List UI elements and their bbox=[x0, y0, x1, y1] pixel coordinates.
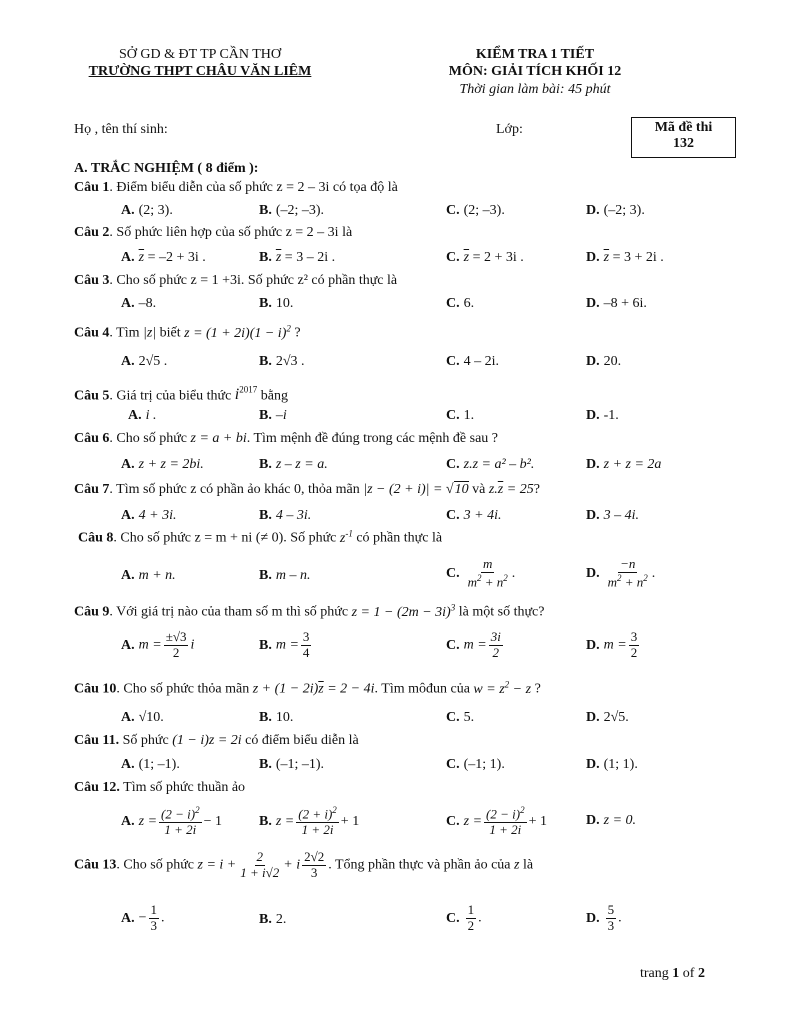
page-footer: trang 1 of 2 bbox=[640, 966, 705, 981]
option-b[interactable]: B. 2√3 . bbox=[259, 354, 305, 369]
option-c[interactable]: C. 5. bbox=[446, 710, 475, 725]
option-c[interactable]: C. $\overline{z} = 2 + 3i$ . bbox=[446, 250, 524, 265]
option-a[interactable]: A. m = $\frac{\pm√3}{2}$ i bbox=[121, 629, 195, 660]
option-a[interactable]: A. –8. bbox=[121, 296, 157, 311]
option-b[interactable]: B. 10. bbox=[259, 710, 294, 725]
option-a[interactable]: A. $\overline{z} = -2 + 3i$ . bbox=[121, 250, 206, 265]
option-c[interactable]: C. (2; –3). bbox=[446, 203, 505, 218]
option-c[interactable]: C. $\frac{1}{2}$ . bbox=[446, 902, 482, 933]
option-c[interactable]: C. 6. bbox=[446, 296, 475, 311]
question-4: Câu 4. Tìm |z| biết $z = (1 + 2i)(1 - i)^2$ ? bbox=[74, 323, 301, 341]
option-a[interactable]: A. − $\frac{1}{3}$ . bbox=[121, 902, 165, 933]
department-name: SỞ GD & ĐT TP CẦN THƠ bbox=[118, 47, 282, 62]
question-7: Câu 7. Tìm số phức z có phần ảo khác 0, thỏa mãn |z − (2 + i)| = √10 và $z.\overline{z} = 25$? bbox=[74, 482, 540, 497]
question-stem: . Điểm biểu diễn của số phức z = 2 – 3i có tọa độ là bbox=[109, 180, 398, 195]
option-d[interactable]: D. z = 0. bbox=[586, 813, 637, 828]
question-10: Câu 10. Cho số phức thỏa mãn $z + (1 - 2i)\overline{z} = 2 - 4i$. Tìm môđun của $w = z^2 - z$ ? bbox=[74, 679, 541, 697]
school-name: TRƯỜNG THPT CHÂU VĂN LIÊM bbox=[88, 64, 312, 79]
option-d[interactable]: D. –8 + 6i. bbox=[586, 296, 647, 311]
option-b[interactable]: B. 4 – 3i. bbox=[259, 508, 312, 523]
option-d[interactable]: D. 3 – 4i. bbox=[586, 508, 640, 523]
option-d[interactable]: D. z + z = 2a bbox=[586, 457, 662, 472]
option-d[interactable]: D. (1; 1). bbox=[586, 757, 638, 772]
exam-subject: MÔN: GIẢI TÍCH KHỐI 12 bbox=[448, 64, 622, 79]
option-b[interactable]: B. z – z = a. bbox=[259, 457, 328, 472]
option-a[interactable]: A. √10. bbox=[121, 710, 164, 725]
exam-code-value: 132 bbox=[673, 136, 694, 151]
option-a[interactable]: A. m + n. bbox=[121, 568, 176, 583]
option-c[interactable]: C. z.z = a² – b². bbox=[446, 457, 535, 472]
option-b[interactable]: B. (–1; –1). bbox=[259, 757, 325, 772]
option-c[interactable]: C. m = $\frac{3i}{2}$ bbox=[446, 629, 501, 660]
option-a[interactable]: A. z + z = 2bi. bbox=[121, 457, 204, 472]
question-label: Câu 1 bbox=[74, 180, 110, 195]
question-5: Câu 5. Giá trị của biểu thức $i^{2017}$ bằng bbox=[74, 385, 288, 404]
exam-code-label: Mã đề thi bbox=[654, 120, 713, 135]
option-a[interactable]: A. (2; 3). bbox=[121, 203, 173, 218]
question-8: Câu 8. Cho số phức z = m + ni (≠ 0). Số phức $z^{-1}$ có phần thực là bbox=[78, 528, 443, 546]
question-1 bbox=[74, 180, 398, 196]
option-d[interactable]: D. -1. bbox=[586, 408, 619, 423]
option-b[interactable]: B. $\overline{z} = 3 - 2i$ . bbox=[259, 250, 336, 265]
question-13: Câu 13. Cho số phức z = i + $\frac{2}{1 + i√2}$ + i $\frac{2√2}{3}$ . Tổng phần thực và phần ảo của z là bbox=[74, 849, 534, 880]
question-12: Câu 12. Tìm số phức thuần ảo bbox=[74, 780, 246, 795]
option-d[interactable]: D. m = $\frac{3}{2}$ bbox=[586, 629, 638, 660]
option-b[interactable]: B. (–2; –3). bbox=[259, 203, 325, 218]
option-a[interactable]: A. i . bbox=[128, 408, 157, 423]
option-a[interactable]: A. 4 + 3i. bbox=[121, 508, 177, 523]
option-b[interactable]: B. m = $\frac{3}{4}$ bbox=[259, 629, 310, 660]
student-name-label: Họ , tên thí sinh: bbox=[74, 122, 168, 137]
option-d[interactable]: D. 2√5. bbox=[586, 710, 629, 725]
option-d[interactable]: D. $\frac{5}{3}$ . bbox=[586, 902, 622, 933]
option-a[interactable]: A. z = $\frac{(2 - i)^2}{1 + 2i}$ − 1 bbox=[121, 805, 222, 838]
option-c[interactable]: C. z = $\frac{(2 - i)^2}{1 + 2i}$ + 1 bbox=[446, 805, 547, 838]
question-6: Câu 6. Cho số phức z = a + bi. Tìm mệnh đề đúng trong các mệnh đề sau ? bbox=[74, 431, 499, 446]
option-b[interactable]: B. z = $\frac{(2 + i)^2}{1 + 2i}$ + 1 bbox=[259, 805, 360, 838]
option-d[interactable]: D. (–2; 3). bbox=[586, 203, 645, 218]
option-b[interactable]: B. m – n. bbox=[259, 568, 311, 583]
option-d[interactable]: D. $\overline{z} = 3 + 2i$ . bbox=[586, 250, 664, 265]
option-b[interactable]: B. 2. bbox=[259, 912, 287, 927]
exam-title: KIỂM TRA 1 TIẾT bbox=[475, 47, 595, 62]
question-9: Câu 9. Với giá trị nào của tham số m thì số phức $z = 1 - (2m - 3i)^3$ là một số thực? bbox=[74, 602, 545, 620]
class-label: Lớp: bbox=[496, 122, 523, 137]
section-title: A. TRẮC NGHIỆM ( 8 điểm ): bbox=[74, 161, 259, 176]
option-c[interactable]: C. 1. bbox=[446, 408, 475, 423]
option-b[interactable]: B. 10. bbox=[259, 296, 294, 311]
option-c[interactable]: C. 4 – 2i. bbox=[446, 354, 500, 369]
question-11: Câu 11. Số phức (1 − i)z = 2i có điểm biểu diễn là bbox=[74, 733, 359, 748]
question-2: Câu 2. Số phức liên hợp của số phức z = 2 – 3i là bbox=[74, 225, 353, 240]
option-b[interactable]: B. –i bbox=[259, 408, 287, 423]
exam-code-box bbox=[631, 117, 736, 158]
option-d[interactable]: D. $\frac{-n}{m^2 + n^2}$ . bbox=[586, 556, 656, 590]
option-c[interactable]: C. 3 + 4i. bbox=[446, 508, 502, 523]
option-a[interactable]: A. (1; –1). bbox=[121, 757, 180, 772]
option-a[interactable]: A. 2√5 . bbox=[121, 354, 168, 369]
option-d[interactable]: D. 20. bbox=[586, 354, 622, 369]
exam-duration: Thời gian làm bài: 45 phút bbox=[459, 82, 611, 97]
option-c[interactable]: C. (–1; 1). bbox=[446, 757, 505, 772]
option-c[interactable]: C. $\frac{m}{m^2 + n^2}$ . bbox=[446, 556, 516, 590]
question-3: Câu 3. Cho số phức z = 1 +3i. Số phức z² có phần thực là bbox=[74, 273, 398, 288]
